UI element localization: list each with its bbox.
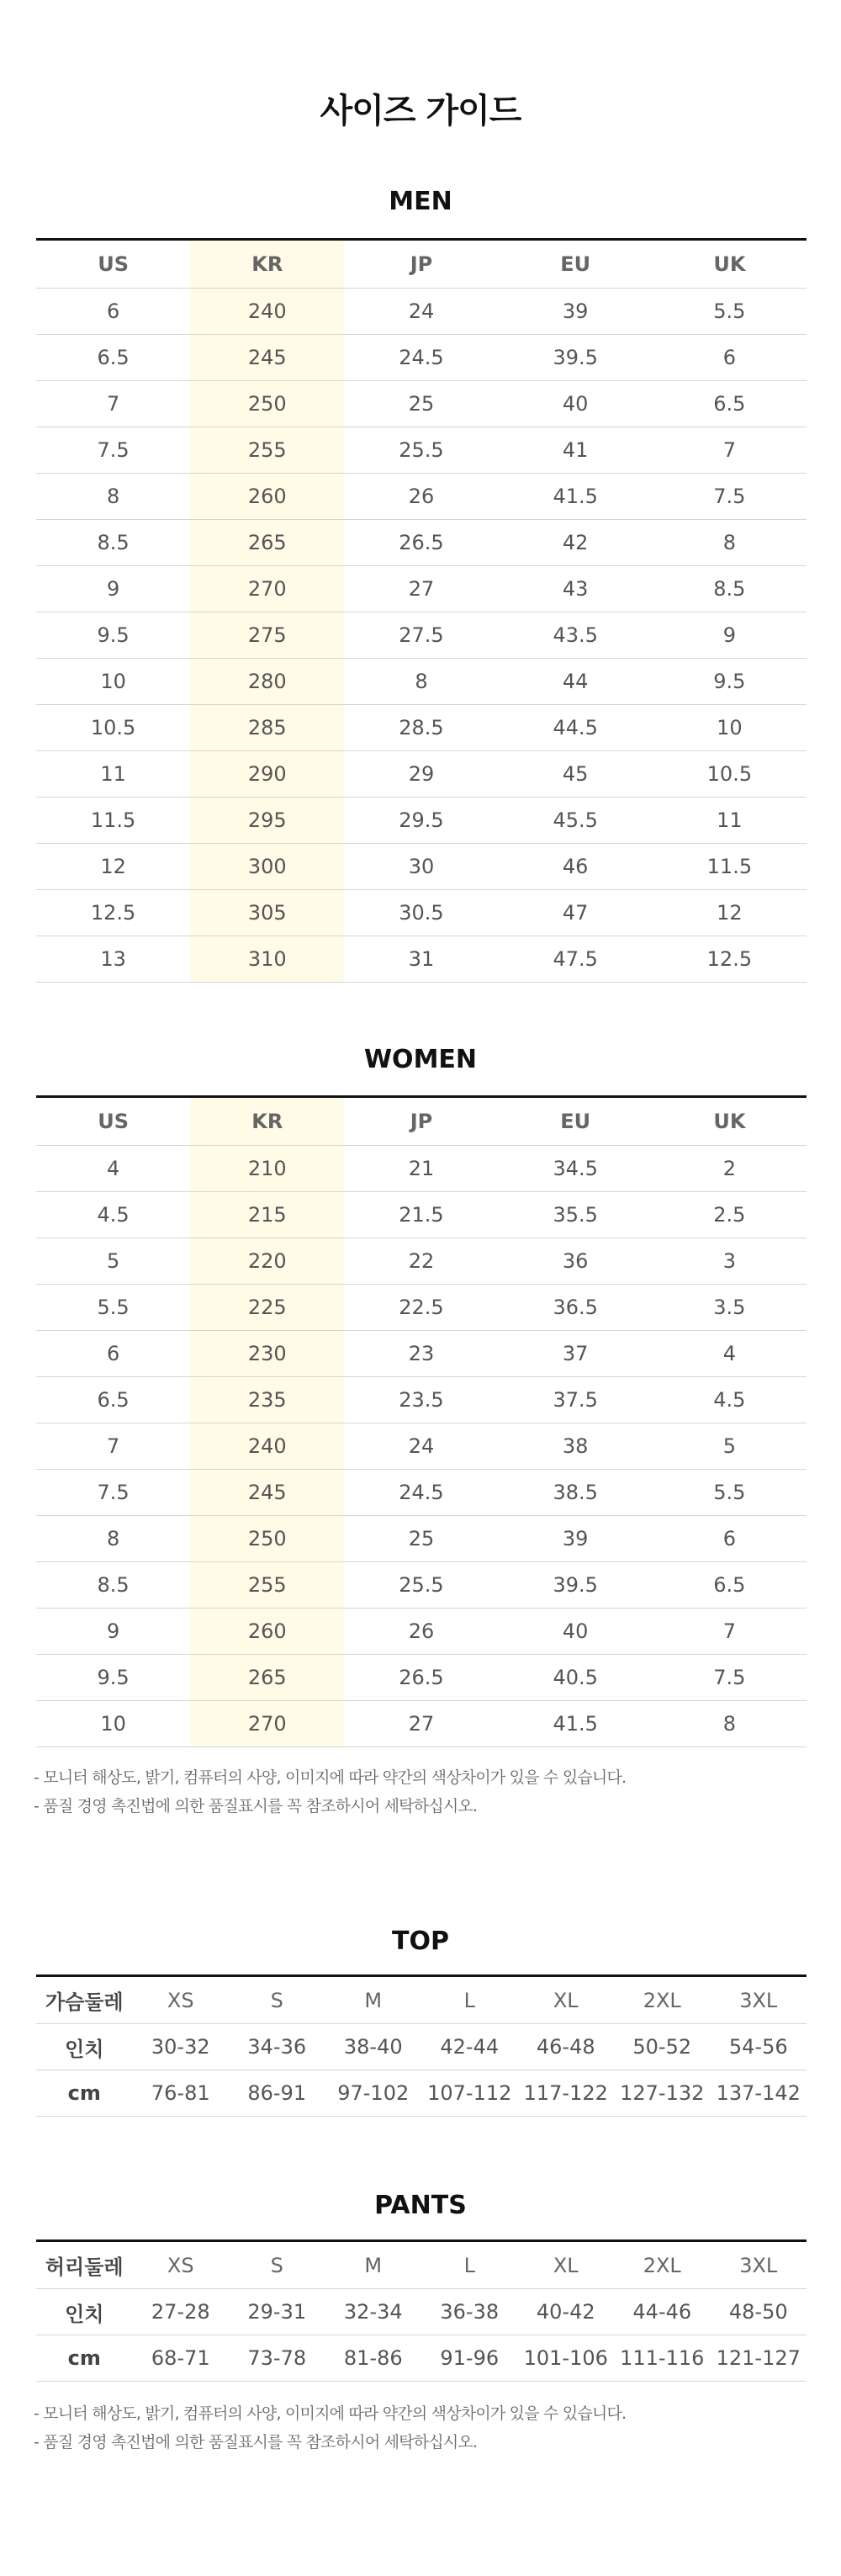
table-cell: 240 [190, 1423, 344, 1470]
table-cell: 8 [653, 1701, 807, 1747]
table-cell: 76-81 [133, 2070, 230, 2117]
table-cell: 42 [499, 520, 653, 566]
table-cell: 5 [36, 1238, 190, 1285]
table-cell: 40.5 [499, 1655, 653, 1701]
table-cell: 2 [653, 1146, 807, 1192]
column-header: L [421, 1976, 518, 2024]
table-cell: 305 [190, 890, 344, 936]
table-row [36, 2024, 807, 2070]
table-cell: 22 [344, 1238, 498, 1285]
table-cell: 25 [344, 381, 498, 427]
table-cell: 7 [653, 1609, 807, 1655]
table-cell: 6 [36, 1331, 190, 1377]
table-cell: 34-36 [229, 2024, 325, 2070]
table-cell: 111-116 [614, 2335, 711, 2382]
row-label: 인치 [36, 2024, 133, 2070]
column-header: 가슴둘레 [36, 1976, 133, 2024]
table-cell: 26.5 [344, 520, 498, 566]
table-cell: 26 [344, 474, 498, 520]
table-cell: 73-78 [229, 2335, 325, 2382]
table-cell: 35.5 [499, 1192, 653, 1238]
table-cell: 41.5 [499, 1701, 653, 1747]
table-cell: 3.5 [653, 1285, 807, 1331]
table-row [36, 427, 807, 474]
table-row [36, 1331, 807, 1377]
top-section-title: TOP [392, 1927, 449, 1956]
table-row [36, 1470, 807, 1516]
table-cell: 215 [190, 1192, 344, 1238]
table-cell: 265 [190, 520, 344, 566]
table-cell: 265 [190, 1655, 344, 1701]
note-line: - 품질 경영 촉진법에 의한 품질표시를 꼭 참조하시어 세탁하십시오. [34, 2433, 478, 2451]
table-cell: 10.5 [36, 705, 190, 751]
table-cell: 5.5 [653, 289, 807, 335]
table-cell: 260 [190, 474, 344, 520]
table-cell: 11.5 [36, 798, 190, 844]
pants-size-table [36, 2239, 807, 2382]
column-header: US [36, 240, 190, 289]
table-row [36, 2070, 807, 2117]
table-cell: 7 [653, 427, 807, 474]
table-cell: 3 [653, 1238, 807, 1285]
table-cell: 40-42 [518, 2289, 615, 2335]
table-row [36, 1423, 807, 1470]
table-row [36, 289, 807, 335]
table-cell: 81-86 [325, 2335, 422, 2382]
table-cell: 300 [190, 844, 344, 890]
column-header: JP [344, 240, 498, 289]
row-label: 인치 [36, 2289, 133, 2335]
column-header: M [325, 2241, 422, 2289]
column-header: XS [133, 2241, 230, 2289]
table-row [36, 751, 807, 798]
table-cell: 230 [190, 1331, 344, 1377]
column-header: 3XL [711, 2241, 807, 2289]
apparel-notes [34, 2399, 626, 2457]
table-cell: 46 [499, 844, 653, 890]
table-cell: 48-50 [711, 2289, 807, 2335]
table-cell: 36-38 [421, 2289, 518, 2335]
table-row [36, 2289, 807, 2335]
table-cell: 11 [36, 751, 190, 798]
table-cell: 12.5 [653, 936, 807, 983]
table-cell: 8.5 [653, 566, 807, 612]
table-cell: 44-46 [614, 2289, 711, 2335]
table-cell: 47.5 [499, 936, 653, 983]
table-cell: 39.5 [499, 335, 653, 381]
table-row [36, 1516, 807, 1562]
women-section-title: WOMEN [363, 1045, 478, 1074]
women-size-table [36, 1095, 807, 1747]
column-header: 2XL [614, 1976, 711, 2024]
table-row [36, 335, 807, 381]
table-cell: 107-112 [421, 2070, 518, 2117]
table-cell: 27.5 [344, 612, 498, 659]
table-cell: 25 [344, 1516, 498, 1562]
table-cell: 7.5 [653, 1655, 807, 1701]
table-cell: 24 [344, 289, 498, 335]
table-cell: 29.5 [344, 798, 498, 844]
table-cell: 10.5 [653, 751, 807, 798]
table-cell: 4.5 [36, 1192, 190, 1238]
table-cell: 24.5 [344, 1470, 498, 1516]
table-cell: 41 [499, 427, 653, 474]
table-cell: 23 [344, 1331, 498, 1377]
table-cell: 45 [499, 751, 653, 798]
table-cell: 38.5 [499, 1470, 653, 1516]
table-cell: 32-34 [325, 2289, 422, 2335]
table-cell: 43.5 [499, 612, 653, 659]
table-row [36, 1609, 807, 1655]
table-cell: 6.5 [653, 381, 807, 427]
table-cell: 7 [36, 1423, 190, 1470]
table-cell: 41.5 [499, 474, 653, 520]
table-cell: 255 [190, 1562, 344, 1609]
table-cell: 5.5 [36, 1285, 190, 1331]
table-cell: 10 [36, 1701, 190, 1747]
table-cell: 27-28 [133, 2289, 230, 2335]
table-row [36, 2335, 807, 2382]
table-cell: 39 [499, 289, 653, 335]
table-cell: 8 [36, 1516, 190, 1562]
table-cell: 37 [499, 1331, 653, 1377]
table-cell: 7.5 [653, 474, 807, 520]
table-row [36, 566, 807, 612]
table-row [36, 890, 807, 936]
table-cell: 29 [344, 751, 498, 798]
table-row [36, 1146, 807, 1192]
table-cell: 25.5 [344, 427, 498, 474]
table-cell: 7 [36, 381, 190, 427]
table-cell: 47 [499, 890, 653, 936]
column-header: XL [518, 1976, 615, 2024]
table-cell: 11 [653, 798, 807, 844]
table-cell: 8 [36, 474, 190, 520]
table-cell: 8 [653, 520, 807, 566]
table-cell: 23.5 [344, 1377, 498, 1423]
table-cell: 34.5 [499, 1146, 653, 1192]
table-row [36, 705, 807, 751]
column-header: XS [133, 1976, 230, 2024]
table-cell: 137-142 [711, 2070, 807, 2117]
table-cell: 30 [344, 844, 498, 890]
column-header: S [229, 1976, 325, 2024]
note-line: - 모니터 해상도, 밝기, 컴퓨터의 사양, 이미지에 따라 약간의 색상차이가 있을 수 있습니다. [34, 2404, 627, 2423]
table-cell: 210 [190, 1146, 344, 1192]
table-row [36, 936, 807, 983]
column-header: JP [344, 1097, 498, 1146]
table-cell: 5 [653, 1423, 807, 1470]
table-cell: 54-56 [711, 2024, 807, 2070]
column-header: US [36, 1097, 190, 1146]
table-cell: 91-96 [421, 2335, 518, 2382]
table-cell: 12.5 [36, 890, 190, 936]
table-header-row [36, 2241, 807, 2289]
table-cell: 6 [36, 289, 190, 335]
column-header: L [421, 2241, 518, 2289]
column-header: M [325, 1976, 422, 2024]
table-cell: 46-48 [518, 2024, 615, 2070]
column-header: EU [499, 240, 653, 289]
table-cell: 26 [344, 1609, 498, 1655]
table-cell: 38 [499, 1423, 653, 1470]
table-cell: 8.5 [36, 520, 190, 566]
table-cell: 280 [190, 659, 344, 705]
table-row [36, 1192, 807, 1238]
table-cell: 7.5 [36, 1470, 190, 1516]
table-cell: 9.5 [36, 612, 190, 659]
table-cell: 260 [190, 1609, 344, 1655]
table-cell: 250 [190, 1516, 344, 1562]
men-section-title: MEN [389, 187, 452, 216]
table-cell: 11.5 [653, 844, 807, 890]
table-cell: 250 [190, 381, 344, 427]
row-label: cm [36, 2335, 133, 2382]
table-cell: 12 [36, 844, 190, 890]
table-row [36, 1285, 807, 1331]
table-cell: 121-127 [711, 2335, 807, 2382]
table-cell: 6.5 [36, 1377, 190, 1423]
shoe-notes [34, 1763, 626, 1821]
table-cell: 37.5 [499, 1377, 653, 1423]
table-cell: 27 [344, 1701, 498, 1747]
table-cell: 101-106 [518, 2335, 615, 2382]
table-row [36, 612, 807, 659]
note-line: - 모니터 해상도, 밝기, 컴퓨터의 사양, 이미지에 따라 약간의 색상차이가 있을 수 있습니다. [34, 1768, 627, 1787]
note-line: - 품질 경영 촉진법에 의한 품질표시를 꼭 참조하시어 세탁하십시오. [34, 1797, 478, 1815]
page-title: 사이즈 가이드 [320, 92, 521, 130]
table-row [36, 520, 807, 566]
table-cell: 6 [653, 1516, 807, 1562]
table-row [36, 844, 807, 890]
table-cell: 290 [190, 751, 344, 798]
table-row [36, 1562, 807, 1609]
column-header: UK [653, 1097, 807, 1146]
table-cell: 8 [344, 659, 498, 705]
table-cell: 10 [36, 659, 190, 705]
table-cell: 44.5 [499, 705, 653, 751]
table-cell: 22.5 [344, 1285, 498, 1331]
table-cell: 36.5 [499, 1285, 653, 1331]
table-cell: 26.5 [344, 1655, 498, 1701]
table-cell: 44 [499, 659, 653, 705]
table-cell: 9 [36, 566, 190, 612]
table-cell: 25.5 [344, 1562, 498, 1609]
column-header: 허리둘레 [36, 2241, 133, 2289]
table-cell: 45.5 [499, 798, 653, 844]
table-cell: 9.5 [653, 659, 807, 705]
table-cell: 5.5 [653, 1470, 807, 1516]
column-header: 2XL [614, 2241, 711, 2289]
column-header: S [229, 2241, 325, 2289]
column-header: KR [190, 1097, 344, 1146]
table-cell: 24.5 [344, 335, 498, 381]
table-cell: 6 [653, 335, 807, 381]
table-row [36, 659, 807, 705]
table-cell: 240 [190, 289, 344, 335]
column-header: XL [518, 2241, 615, 2289]
table-cell: 39 [499, 1516, 653, 1562]
table-cell: 4 [36, 1146, 190, 1192]
table-cell: 270 [190, 566, 344, 612]
table-cell: 6.5 [36, 335, 190, 381]
table-cell: 117-122 [518, 2070, 615, 2117]
table-cell: 2.5 [653, 1192, 807, 1238]
table-cell: 8.5 [36, 1562, 190, 1609]
table-cell: 31 [344, 936, 498, 983]
table-header-row [36, 240, 807, 289]
table-cell: 50-52 [614, 2024, 711, 2070]
table-cell: 30-32 [133, 2024, 230, 2070]
table-cell: 28.5 [344, 705, 498, 751]
table-row [36, 381, 807, 427]
table-cell: 255 [190, 427, 344, 474]
table-cell: 21 [344, 1146, 498, 1192]
table-cell: 9 [653, 612, 807, 659]
table-cell: 43 [499, 566, 653, 612]
column-header: 3XL [711, 1976, 807, 2024]
table-cell: 10 [653, 705, 807, 751]
table-cell: 245 [190, 1470, 344, 1516]
men-size-table [36, 238, 807, 983]
table-cell: 21.5 [344, 1192, 498, 1238]
table-cell: 12 [653, 890, 807, 936]
table-cell: 275 [190, 612, 344, 659]
table-cell: 29-31 [229, 2289, 325, 2335]
table-cell: 30.5 [344, 890, 498, 936]
table-header-row [36, 1097, 807, 1146]
table-cell: 27 [344, 566, 498, 612]
table-cell: 24 [344, 1423, 498, 1470]
table-cell: 9.5 [36, 1655, 190, 1701]
table-cell: 235 [190, 1377, 344, 1423]
top-size-table [36, 1974, 807, 2117]
table-row [36, 1701, 807, 1747]
pants-section-title: PANTS [374, 2191, 467, 2220]
table-cell: 13 [36, 936, 190, 983]
column-header: UK [653, 240, 807, 289]
column-header: EU [499, 1097, 653, 1146]
table-cell: 6.5 [653, 1562, 807, 1609]
table-cell: 127-132 [614, 2070, 711, 2117]
table-cell: 36 [499, 1238, 653, 1285]
table-row [36, 798, 807, 844]
table-cell: 38-40 [325, 2024, 422, 2070]
table-cell: 245 [190, 335, 344, 381]
row-label: cm [36, 2070, 133, 2117]
table-cell: 7.5 [36, 427, 190, 474]
table-cell: 285 [190, 705, 344, 751]
table-row [36, 474, 807, 520]
table-cell: 310 [190, 936, 344, 983]
table-cell: 86-91 [229, 2070, 325, 2117]
table-cell: 270 [190, 1701, 344, 1747]
table-cell: 4 [653, 1331, 807, 1377]
table-row [36, 1655, 807, 1701]
table-cell: 97-102 [325, 2070, 422, 2117]
table-cell: 39.5 [499, 1562, 653, 1609]
table-cell: 4.5 [653, 1377, 807, 1423]
table-cell: 42-44 [421, 2024, 518, 2070]
table-cell: 40 [499, 1609, 653, 1655]
table-header-row [36, 1976, 807, 2024]
table-cell: 220 [190, 1238, 344, 1285]
column-header: KR [190, 240, 344, 289]
table-cell: 9 [36, 1609, 190, 1655]
table-cell: 68-71 [133, 2335, 230, 2382]
table-row [36, 1377, 807, 1423]
table-row [36, 1238, 807, 1285]
table-cell: 295 [190, 798, 344, 844]
table-cell: 225 [190, 1285, 344, 1331]
table-cell: 40 [499, 381, 653, 427]
